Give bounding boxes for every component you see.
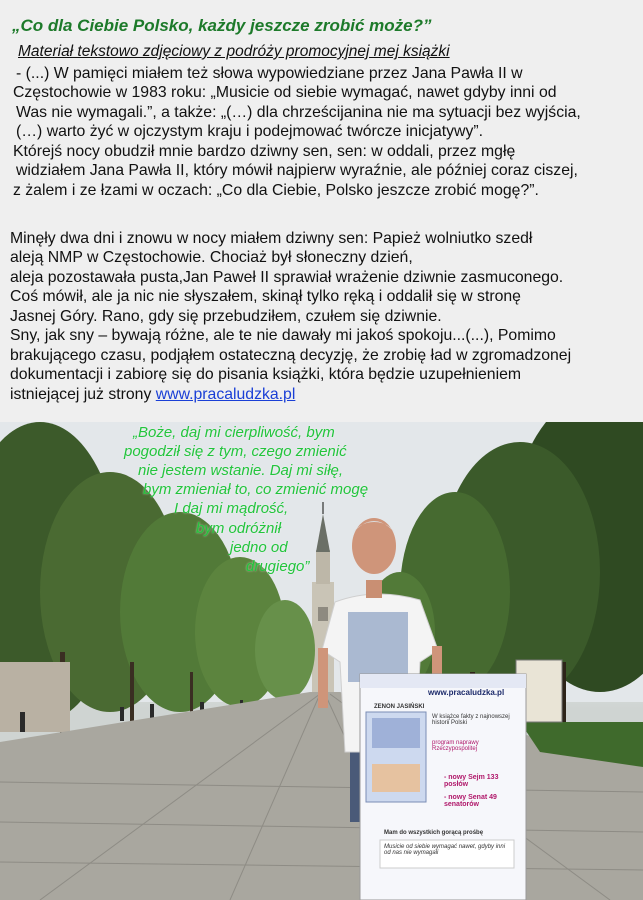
paragraph-line: aleja pozostawała pusta,Jan Paweł II sprawiał wrażenie dziwnie zasmuconego. (10, 269, 564, 286)
prayer-line: jedno od (230, 539, 288, 556)
paragraph-line: widziałem Jana Pawła II, który mówił najpierw wyraźnie, ale później coraz ciszej, (16, 162, 578, 179)
banner-senat: - nowy Senat 49 senatorów (444, 794, 497, 808)
paragraph-line: - (...) W pamięci miałem też słowa wypowiedziane przez Jana Pawła II w (16, 65, 523, 82)
paragraph-line: Minęły dwa dni i znowu w nocy miałem dziwny sen: Papież wolniutko szedł (10, 230, 533, 247)
page-subtitle: Materiał tekstowo zdjęciowy z podróży promocyjnej mej książki (18, 43, 450, 60)
text-panel (0, 0, 643, 422)
promo-photo (0, 422, 643, 900)
paragraph-line: dokumentacji i zabiorę się do pisania książki, która będzie uzupełnieniem (10, 366, 522, 383)
prayer-line: I daj mi mądrość, (174, 500, 289, 517)
banner-site: www.pracaludzka.pl (428, 688, 505, 697)
paragraph-line: istniejącej już strony (10, 386, 156, 403)
paragraph-line: Sny, jak sny – bywają różne, ale te nie dawały mi jakoś spokoju...(...), Pomimo (10, 327, 556, 344)
banner-quote: Musicie od siebie wymagać nawet, gdyby inni od nas nie wymagali (384, 844, 506, 856)
website-link[interactable]: www.pracaludzka.pl (155, 386, 296, 403)
banner-request: Mam do wszystkich gorącą prośbę (384, 830, 484, 836)
prayer-text (0, 422, 643, 622)
paragraph-line: (…) warto żyć w ojczystym kraju i podejmować twórcze inicjatywy”. (16, 123, 483, 140)
prayer-line: drugiego” (246, 558, 310, 575)
banner-program: program naprawy Rzeczypospolitej (432, 740, 479, 752)
prayer-line: „Boże, daj mi cierpliwość, bym (133, 424, 335, 441)
prayer-line: nie jestem wstanie. Daj mi siłę, (138, 462, 344, 479)
banner-author: ZENON JASIŃSKI (374, 704, 425, 710)
prayer-line: pogodził się z tym, czego zmienić (124, 443, 347, 460)
paragraph-line: Częstochowie w 1983 roku: „Musicie od siebie wymagać, nawet gdyby inni od (13, 84, 557, 101)
building (0, 662, 70, 732)
page-title: „Co dla Ciebie Polsko, każdy jeszcze zrobić może?” (12, 16, 432, 35)
paragraph-line: z żalem i ze łzami w oczach: „Co dla Ciebie, Polsko jeszcze zrobić mogę?”. (13, 182, 539, 199)
prayer-line: bym zmieniał to, co zmienić mogę (143, 481, 369, 498)
paragraph-line: Was nie wymagali.”, a także: „(…) dla chrześcijanina nie ma sytuacji bez wyjścia, (16, 104, 581, 121)
paragraph-line: Coś mówił, ale ja nic nie słyszałem, skinął tylko ręką i oddalił się w stronę (10, 288, 521, 305)
paragraph-line: aleją NMP w Częstochowie. Chociaż był słoneczny dzień, (10, 249, 413, 266)
banner-facts: W książce fakty z najnowszej historii Polski (432, 714, 510, 726)
paragraph-line: brakującego czasu, podjąłem ostateczną decyzję, że zrobię ład w zgromadzonej (10, 347, 572, 364)
paragraph-line: Którejś nocy obudził mnie bardzo dziwny sen, sen: w oddali, przez mgłę (13, 143, 516, 160)
prayer-line: bym odróżnił (196, 520, 282, 537)
paragraph-line: Jasnej Góry. Rano, gdy się przebudziłem, czułem się dziwnie. (10, 308, 442, 325)
paragraph-line-last (10, 385, 295, 405)
banner-sejm: - nowy Sejm 133 posłów (444, 774, 499, 788)
